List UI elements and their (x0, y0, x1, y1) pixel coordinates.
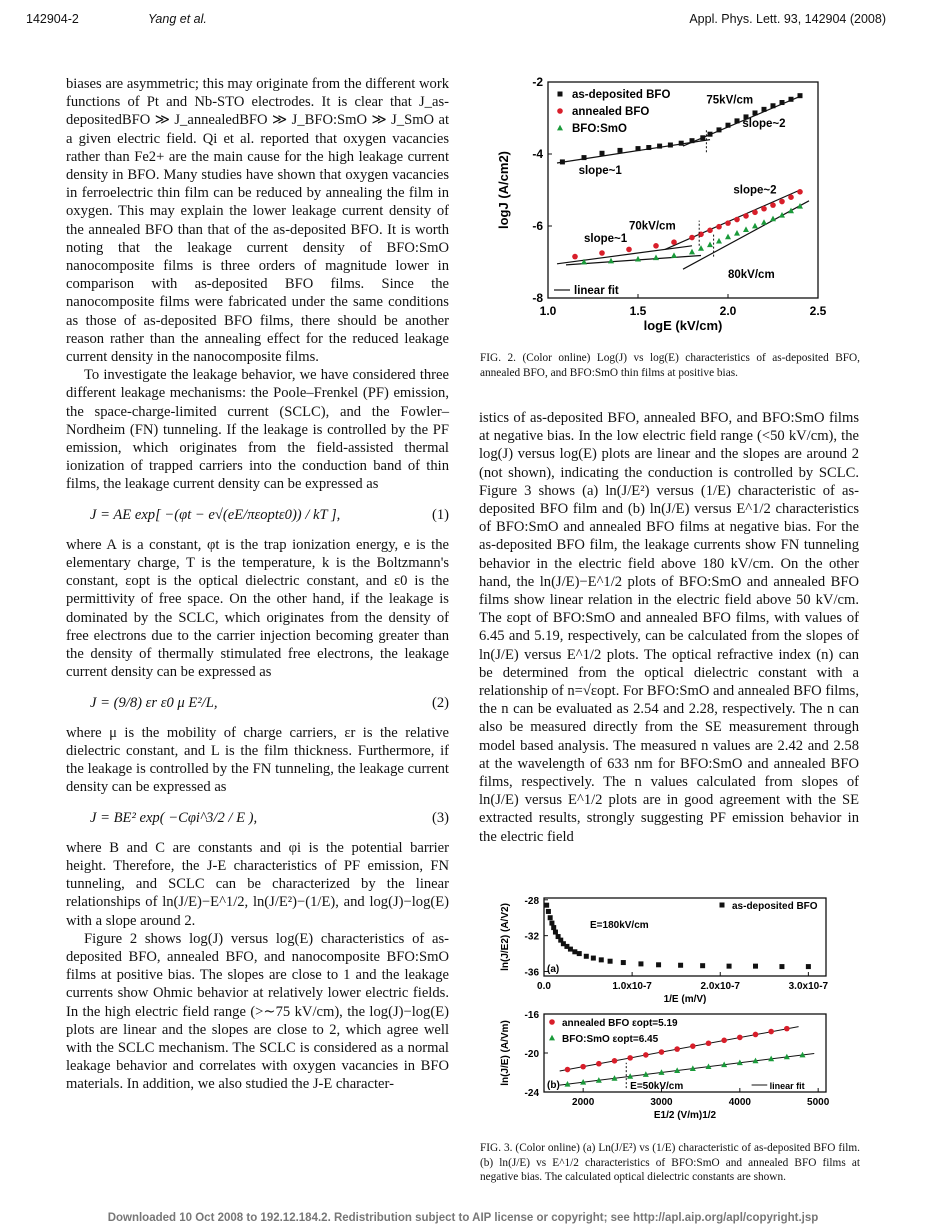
fig2-series1-point (797, 189, 803, 195)
fig2-series0-point (717, 127, 722, 132)
paragraph-5: where B and C are constants and φi is the potential barrier height. Therefore, the J-E characteristics of PF emission, FN tunneling, and SCLC can be characterized by the linear relationships of ln(J/E)−E^1/2, ln(J/E²)−(1/E), and log(J)−log(E) with a slope around 2. (66, 839, 449, 929)
fig3a-series0-point (727, 964, 732, 969)
fig2-y-axis-label: logJ (A/cm2) (496, 150, 511, 230)
fig2-series1-point (707, 228, 713, 234)
left-column (66, 75, 449, 1094)
fig2-series2-point (635, 256, 641, 262)
fig3a-y-tick-label: -32 (524, 931, 539, 943)
equation-3-body: J = BE² exp( −Cφi^3/2 / E ), (90, 809, 258, 826)
fig2-series0-point (690, 138, 695, 143)
fig2-annotation: 80kV/cm (728, 269, 775, 282)
paragraph-2: To investigate the leakage behavior, we have considered three different leakage mechanisms: the Poole–Frenkel (PF) emission, the space-charge-limited current (SCLC), and the Fowler–Nordheim (FN) tunneling. If the leakage is controlled by the PF emission, which originates from the field-assisted thermal ionization of trapped carriers into the conduction band of thin films, the leakage current density can be expressed as (66, 367, 449, 493)
equation-2 (66, 694, 449, 712)
fig2-x-tick-label: 1.0 (539, 304, 557, 318)
fig2-series0-point (560, 159, 565, 164)
fig2-legend-label: as-deposited BFO (572, 89, 671, 101)
fig3b-legend-label: BFO:SmO εopt=6.45 (562, 1034, 659, 1045)
paragraph-3: where A is a constant, φt is the trap ionization energy, e is the elementary charge, T is the temperature, k is the Boltzmann's constant, εopt is the optical dielectric constant, and ε0 is the permittivity of free space. On the other hand, if the leakage is dominated by the SCLC, which originates from the density of free electrons due to the carrier injection becoming greater than the density of thermally stimulated free electrons, the leakage current density can be expressed as (66, 536, 449, 681)
article-id: 142904-2 (26, 12, 79, 26)
fig3a-series0-point (700, 963, 705, 968)
equation-1-number: (1) (431, 506, 449, 523)
fig3b-series0-point (737, 1035, 743, 1041)
fig3b-legend-label: annealed BFO εopt=5.19 (562, 1018, 678, 1029)
fig2-series0-point (753, 110, 758, 115)
fig2-series2-point (707, 242, 713, 248)
fig2-series1-point (716, 224, 722, 230)
figure-3-chart (486, 890, 846, 1130)
authors: Yang et al. (148, 12, 207, 26)
fig2-legend-marker (557, 125, 563, 131)
equation-1 (66, 506, 449, 524)
fig2-series0-point (668, 143, 673, 148)
fig3a-series0-point (546, 909, 551, 914)
fig3b-series0-point (690, 1043, 696, 1049)
fig3b-series0-point (565, 1067, 571, 1073)
fig2-series0-point (735, 118, 740, 123)
fig2-series2-point (788, 208, 794, 214)
download-footer: Downloaded 10 Oct 2008 to 192.12.184.2. Redistribution subject to AIP license or copyright; see http://apl.aip.org/apl/copyright.jsp (107, 1212, 819, 1224)
fig3b-y-tick-label: -16 (524, 1010, 539, 1021)
fig2-x-tick-label: 1.5 (629, 304, 647, 318)
fig3b-series0-point (612, 1058, 618, 1064)
fig2-series2-point (752, 223, 758, 229)
fig3b-series0-point (706, 1040, 712, 1046)
fig3b-x-tick-label: 3000 (650, 1097, 673, 1108)
fig3a-series0-point (553, 930, 558, 935)
fig2-series2-point (770, 216, 776, 222)
fig3b-series0-point (659, 1049, 665, 1055)
fig2-series0-point (798, 93, 803, 98)
fig2-series1-point (752, 210, 758, 216)
fig3b-series0-point (627, 1055, 633, 1061)
figure-3-caption: FIG. 3. (Color online) (a) Ln(J/E²) vs (1/E) characteristic of as-deposited BFO film. (b) ln(J/E) vs E^1/2 characteristics of BFO:SmO and annealed BFO films at negative bias. The calculated optical dielectric constants are shown. (480, 1142, 860, 1184)
fig3b-series0-point (784, 1026, 790, 1032)
fig2-legend-label: annealed BFO (572, 106, 650, 118)
fig3b-series0-point (674, 1046, 680, 1052)
fig2-series0-point (726, 123, 731, 128)
fig3b-series0-point (596, 1061, 602, 1067)
paragraph-1: biases are asymmetric; this may originate from the different work functions of Pt and Nb-STO electrodes. It is clear that J_as-depositedBFO ≫ J_annealedBFO ≫ J_BFO:SmO ≫ J_SmO at a given electric field. Qi et al. reported that oxygen vacancies rather than Fe2+ are the main cause for the high leakage current density in BFO. Many studies have shown that oxygen vacancies in ferroelectric thin film can be reduced by annealing the film in oxygen. This may explain the lower leakage current density of the annealed BFO than that of the as-deposited BFO. It is worth noting that the leakage current density of BFO:SmO nanocomposite films is three orders of magnitude lower in comparison with as-deposited BFO films. Since the nanocomposite films were fabricated under the same conditions as those of as-deposited BFO films, there should be another reason rather than the annealing effect for the reduced leakage current density in the nanocomposite films. (66, 76, 449, 366)
fig2-annotation: 70kV/cm (629, 220, 676, 233)
fig2-annotation: slope~1 (584, 233, 628, 246)
fig2-y-tick-label: -4 (532, 147, 543, 161)
fig2-series0-point (600, 151, 605, 156)
equation-2-number: (2) (431, 694, 449, 711)
fig2-annotation: 75kV/cm (706, 94, 754, 107)
fig3a-y-tick-label: -28 (524, 895, 539, 907)
fig3a-series0-point (806, 964, 811, 969)
fig3a-x-tick-label: 1.0x10-7 (612, 981, 652, 992)
fig2-series0-point (657, 144, 662, 149)
fig2-series1-point (626, 247, 632, 253)
fig3b-series0-point (643, 1052, 649, 1058)
fig2-x-tick-label: 2.5 (809, 304, 827, 318)
fig2-fit-line (665, 190, 800, 249)
fig2-annotation: slope~2 (733, 184, 777, 197)
fig3a-x-axis-label: 1/E (m/V) (663, 994, 707, 1005)
fig2-series0-point (789, 97, 794, 102)
fig2-legend-marker (557, 108, 563, 114)
fig3a-series0-point (678, 963, 683, 968)
fig3a-x-tick-label: 0.0 (537, 981, 551, 992)
fig2-series2-point (689, 249, 695, 255)
fig3b-series0-point (580, 1064, 586, 1070)
fig3b-annotation: linear fit (769, 1081, 805, 1091)
right-column (479, 409, 859, 846)
fig2-series2-point (608, 258, 614, 264)
page-header-authors (148, 12, 207, 26)
fig2-series0-point (582, 155, 587, 160)
fig3a-series0-point (638, 961, 643, 966)
fig3b-x-tick-label: 5000 (807, 1097, 830, 1108)
equation-1-body: J = AE exp[ −(φt − e√(eE/πεoptε0)) / kT ], (90, 506, 341, 523)
fig2-series2-point (797, 203, 803, 209)
fig3a-y-tick-label: -36 (524, 967, 539, 979)
fig3a-annotation: E=180kV/cm (590, 920, 649, 931)
figure-2-caption: FIG. 2. (Color online) Log(J) vs log(E) characteristics of as-deposited BFO, annealed BFO, and BFO:SmO thin films at positive bias. (480, 352, 860, 379)
fig3b-series0-point (753, 1032, 759, 1038)
fig2-y-tick-label: -6 (532, 219, 543, 233)
fig2-series2-point (734, 230, 740, 236)
fig2-series0-point (679, 141, 684, 146)
fig2-series1-point (653, 243, 659, 249)
fig3a-legend-marker (720, 903, 725, 908)
fig2-series2-point (671, 252, 677, 258)
fig3b-y-tick-label: -20 (524, 1049, 539, 1060)
fig2-series1-point (725, 220, 731, 226)
fig2-series1-point (743, 213, 749, 219)
fig2-series0-point (700, 135, 705, 140)
fig2-legend-marker (558, 92, 563, 97)
fig3a-series0-point (591, 956, 596, 961)
equation-2-body: J = (9/8) εr ε0 μ E²/L, (90, 694, 218, 711)
fig2-fit-line (557, 140, 710, 163)
fig2-series2-point (698, 245, 704, 251)
journal-ref: Appl. Phys. Lett. 93, 142904 (2008) (689, 12, 886, 26)
fig3a-series0-point (584, 954, 589, 959)
fig2-series2-point (716, 238, 722, 244)
fig2-annotation: slope~2 (742, 118, 786, 130)
fig2-series1-point (671, 239, 677, 245)
fig3b-x-tick-label: 2000 (572, 1097, 595, 1108)
equation-3-number: (3) (431, 809, 449, 826)
fig2-series1-point (770, 202, 776, 208)
fig3a-series0-point (599, 957, 604, 962)
fig3a-series0-point (753, 964, 758, 969)
fig3a-series0-point (568, 947, 573, 952)
fig3a-panel-label: (a) (547, 964, 560, 975)
fig3b-x-axis-label: E1/2 (V/m)1/2 (653, 1110, 717, 1121)
fig2-series1-point (734, 217, 740, 223)
fig2-series0-point (646, 145, 651, 150)
fig3a-series0-point (621, 960, 626, 965)
fig3a-x-tick-label: 3.0x10-7 (788, 981, 829, 992)
fig3b-y-axis-label: ln(J/E) (A/Vm) (500, 1020, 511, 1086)
fig2-series1-point (599, 250, 605, 256)
figure-2-chart (486, 72, 846, 342)
fig3a-series0-point (551, 925, 556, 930)
fig3b-annotation: E=50kV/cm (630, 1081, 684, 1092)
fig2-series2-point (653, 254, 659, 260)
fig3b-panel-label: (b) (547, 1080, 560, 1091)
fig2-series1-point (788, 194, 794, 200)
fig3b-legend-marker (549, 1035, 555, 1041)
fig3a-legend-label: as-deposited BFO (732, 901, 818, 912)
fig2-series0-point (762, 107, 767, 112)
fig3a-series0-point (549, 921, 554, 926)
fig2-series0-point (708, 132, 713, 137)
fig3a-series0-point (577, 951, 582, 956)
fig3a-series0-point (779, 964, 784, 969)
fig3b-series0-point (721, 1038, 727, 1044)
fig2-series1-point (689, 235, 695, 241)
fig2-x-axis-label: logE (kV/cm) (643, 318, 723, 333)
fig3a-series0-point (544, 903, 549, 908)
fig3a-series0-point (548, 915, 553, 920)
fig3a-series0-point (608, 959, 613, 964)
fig2-series0-point (618, 148, 623, 153)
fig2-series0-point (636, 146, 641, 151)
fig3a-x-tick-label: 2.0x10-7 (700, 981, 740, 992)
fig2-series1-point (761, 206, 767, 212)
fig3a-series0-point (572, 949, 577, 954)
fig2-series2-point (725, 234, 731, 240)
equation-3 (66, 809, 449, 827)
fig3b-series0-point (768, 1029, 774, 1035)
page-header-id (26, 12, 79, 26)
right-paragraph-1: istics of as-deposited BFO, annealed BFO, and BFO:SmO films at negative bias. In the low electric field range (<50 kV/cm), the log(J) versus log(E) plots are linear and the slopes are around 2 (not shown), indicating the conduction is controlled by SCLC. Figure 3 shows (a) ln(J/E²) versus (1/E) characteristic of as-deposited BFO film and (b) ln(J/E) versus E^1/2 characteristics of BFO:SmO and annealed BFO films at negative bias. For the as-deposited BFO film, the leakage currents show FN tunneling behavior in the electric field above 180 kV/cm. On the other hand, the ln(J/E)−E^1/2 plots of BFO:SmO and annealed BFO films show linear relation in the electric field above 50 kV/cm. The εopt of BFO:SmO and annealed BFO films, with values of 6.45 and 5.19, respectively, can be calculated from the slopes of ln(J/E) versus E^1/2 plots. The optical refractive index (n) can be determined from the optical dielectric constant with a relationship of n=√εopt. For BFO:SmO and annealed BFO films, the n can be evaluated as 2.54 and 2.28, respectively. The n can also be measured directly from the SE measurement through model based analysis. The measured n values are 2.42 and 2.58 at the wavelength of 633 nm for BFO:SmO and annealed BFO films, respectively. The n values calculated from slopes of ln(J/E) versus E^1/2 plots are in good agreement with the SE extracted results, strongly suggesting PF emission behavior in the electric field (479, 410, 859, 845)
fig2-annotation: slope~1 (578, 164, 622, 177)
fig2-series1-point (572, 254, 578, 260)
fig2-y-tick-label: -2 (532, 75, 543, 89)
fig3b-x-tick-label: 4000 (728, 1097, 751, 1108)
fig2-annotation: linear fit (574, 285, 619, 297)
fig2-legend-label: BFO:SmO (572, 123, 627, 135)
fig2-x-tick-label: 2.0 (719, 304, 737, 318)
fig2-series1-point (779, 199, 785, 205)
fig3b-y-tick-label: -24 (524, 1088, 539, 1099)
fig3b-legend-marker (549, 1019, 555, 1025)
paragraph-4: where μ is the mobility of charge carriers, εr is the relative dielectric constant, and L is the film thickness. Furthermore, if the leakage is controlled by the FN tunneling, the leakage current density can be expressed as (66, 724, 449, 796)
fig2-series0-point (771, 103, 776, 108)
fig2-series0-point (780, 100, 785, 105)
fig3a-y-axis-label: ln(J/E2) (A/V2) (500, 903, 511, 971)
fig2-y-tick-label: -8 (532, 291, 543, 305)
fig2-series2-point (761, 219, 767, 225)
paragraph-6: Figure 2 shows log(J) versus log(E) characteristics of as-deposited BFO, annealed BFO, and nanocomposite BFO:SmO films at positive bias. The slopes are close to 1 and the leakage currents show Ohmic behavior at relatively lower electric fields. In the high electric field range (>∼75 kV/cm), the log(J)−log(E) plots are linear and the slopes are close to 2, which agree well with the SCLC mechanism. The SCLC is considered as a normal leakage behavior and correlates with oxygen vacancies in BFO materials. In addition, we also studied the J-E character- (66, 930, 449, 1093)
page-header-journal (689, 12, 886, 26)
fig3a-series0-point (656, 962, 661, 967)
fig2-series2-point (743, 226, 749, 232)
